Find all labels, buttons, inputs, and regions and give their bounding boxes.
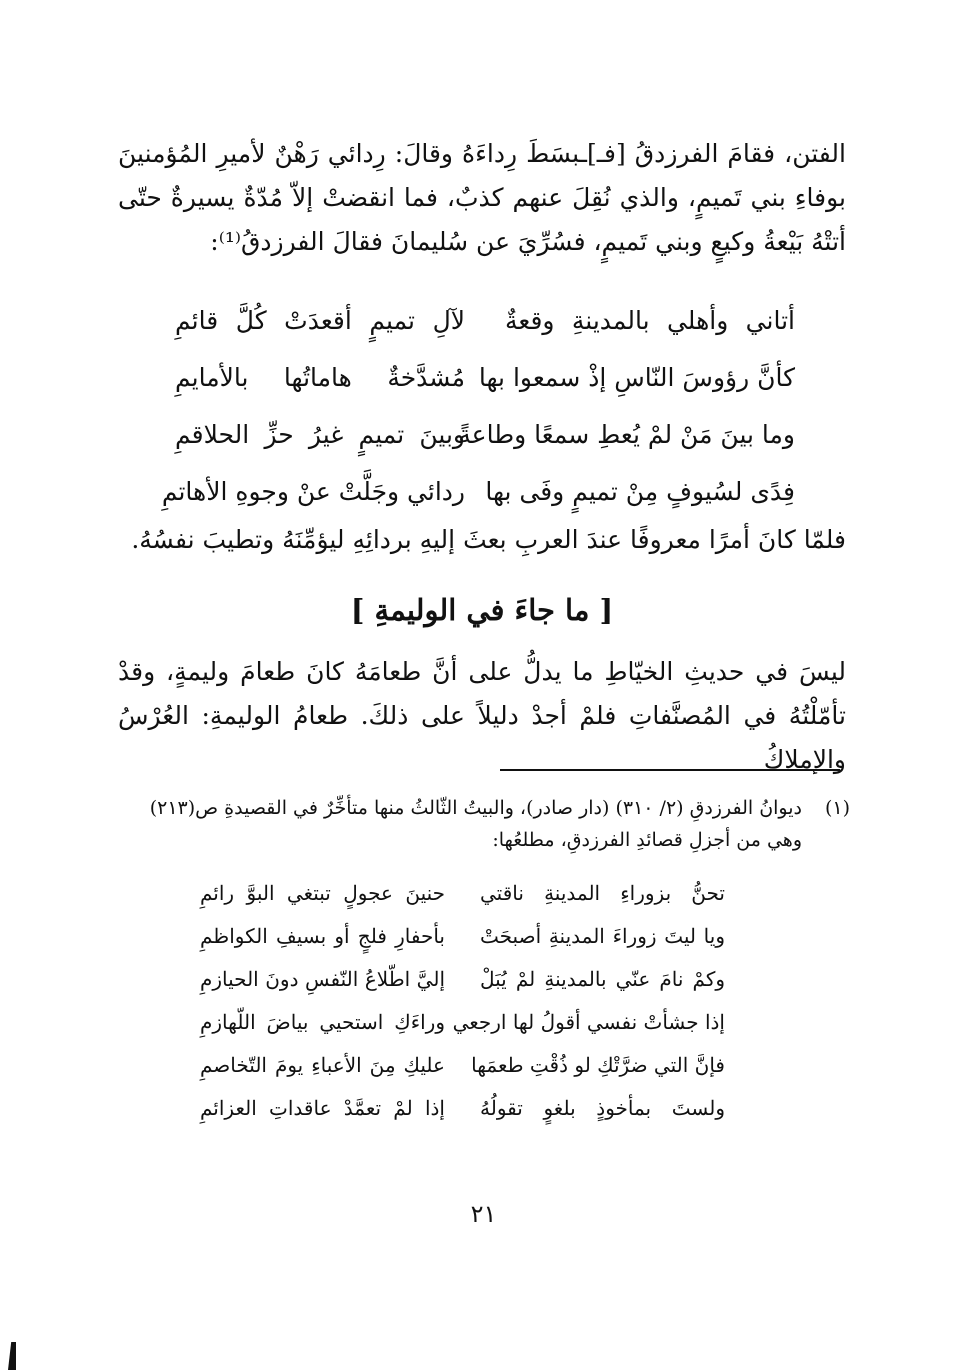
verse-first-hemistich: فِدًى لسُيوفٍ مِنْ تميمٍ وفَى بها <box>485 477 795 506</box>
verse-first-hemistich: فإنَّ التي ضرَّتْكِ لو ذُقْتِ طعمَها <box>471 1053 725 1077</box>
verse-second-hemistich: إليَّ اطّلاعُ النّفسِ دونَ الحيازمِ <box>200 967 445 991</box>
poem-verse <box>175 406 795 463</box>
footnote-line <box>125 792 850 824</box>
verse-second-hemistich: وبينَ تميمٍ غيرُ حزِّ الحلاقمِ <box>175 420 465 449</box>
walima-paragraph: ليسَ في حديثِ الخيّاطِ ما يدلُّ على أنَّ طعامَهُ كانَ طعامَ وليمةٍ، وقدْ تأمّلْتُهُ في المُصنَّفاتِ فلمْ أجدْ دليلاً على ذلكَ. طعامُ الوليمةِ: العُرْسُ والإملاكُ <box>118 657 846 774</box>
verse-first-hemistich: إذا جشأتْ نفسي أقولُ لها ارجعي <box>452 1010 725 1034</box>
poem-verse <box>200 1001 725 1044</box>
verse-second-hemistich: حنينَ عجولٍ تبتغي البوَّ رائمِ <box>200 881 445 905</box>
verse-second-hemistich: لآلِ تميمٍ أقعدَتْ كُلَّ قائمِ <box>175 306 465 335</box>
verse-second-hemistich: وراءَكِ استحيي بياضَ اللّهازمِ <box>200 1010 445 1034</box>
footnote-text: ديوانُ الفرزدقِ (٢/ ٣١٠) (دار صادر)، والبيتُ الثّالثُ منها متأخِّرٌ في القصيدةِ ص(٢١٣) <box>149 797 802 819</box>
poem-verse <box>200 872 725 915</box>
poem-verse <box>175 349 795 406</box>
poem-verse <box>200 1044 725 1087</box>
poem-verse <box>200 1087 725 1130</box>
page-number: ٢١ <box>470 1200 497 1228</box>
footnote-divider <box>500 769 840 771</box>
scan-edge-mark <box>8 1342 16 1370</box>
verse-second-hemistich: عليكِ مِنَ الأعباءِ يومَ التّخاصمِ <box>200 1053 445 1077</box>
verse-second-hemistich: إذا لمْ تعمَّدْ عاقداتِ العزائمِ <box>200 1096 445 1120</box>
footnote-number: (١) <box>824 797 850 819</box>
verse-first-hemistich: كأنَّ رؤوسَ النّاسِ إذْ سمعوا بها <box>478 363 795 392</box>
poem-verse <box>200 958 725 1001</box>
after-poem-paragraph: فلمّا كانَ أمرًا معروفًا عندَ العربِ بعثَ إليهِ بردائِهِ ليؤمِّنَهُ وتطيبَ نفسُهُ. <box>131 525 846 554</box>
main-poem <box>161 292 795 520</box>
poem-verse <box>175 292 795 349</box>
verse-first-hemistich: ويا ليتَ زوراءَ المدينةِ أصبحَتْ <box>480 924 725 948</box>
intro-paragraph: الفتن، فقامَ الفرزدقُ [فـ]ـبسَطَ رِداءَهُ وقالَ: رِدائي رَهْنٌ لأميرِ المُؤمنينَ بوفاءِ بني تَميمٍ، والذي نُقِلَ عنهم كذبٌ، فما انقضتْ إلاّ مُدّةٌ يسيرةٌ حتّى أتتْهُ بَيْعةُ وكيعٍ وبني تَميمٍ، فسُرِّيَ عن سُليمانَ فقالَ الفرزدقُ⁽¹⁾: <box>118 139 846 256</box>
poem-verse <box>161 463 795 520</box>
verse-first-hemistich: تحنُّ بزوراءِ المدينةِ ناقتي <box>480 881 725 905</box>
footnote-line: وهي من أجزلِ قصائدِ الفرزدقِ، مطلعُها: <box>492 829 802 851</box>
verse-first-hemistich: وما بينَ مَنْ لمْ يُعطِ سمعًا وطاعةً <box>458 420 795 449</box>
verse-second-hemistich: مُشدَّخةٌ هاماتُها بالأمايمِ <box>175 363 465 392</box>
verse-second-hemistich: ردائي وجَلَّتْ عنْ وجوهِ الأهاتمِ <box>161 477 465 506</box>
verse-second-hemistich: بأحفارِ فلجٍ أو بسيفِ الكواظمِ <box>200 924 445 948</box>
footnote-poem <box>200 872 725 1130</box>
footnote <box>125 792 850 856</box>
poem-verse <box>200 915 725 958</box>
verse-first-hemistich: أتاني وأهلي بالمدينةِ وقعةٌ <box>505 306 795 335</box>
verse-first-hemistich: وكمْ نامَ عنّي بالمدينةِ لمْ يُبَلْ <box>480 967 725 991</box>
verse-first-hemistich: ولستَ بمأخوذٍ بلغوٍ تقولُهُ <box>480 1096 725 1120</box>
section-title: [ ما جاءَ في الوليمةِ ] <box>350 593 614 627</box>
